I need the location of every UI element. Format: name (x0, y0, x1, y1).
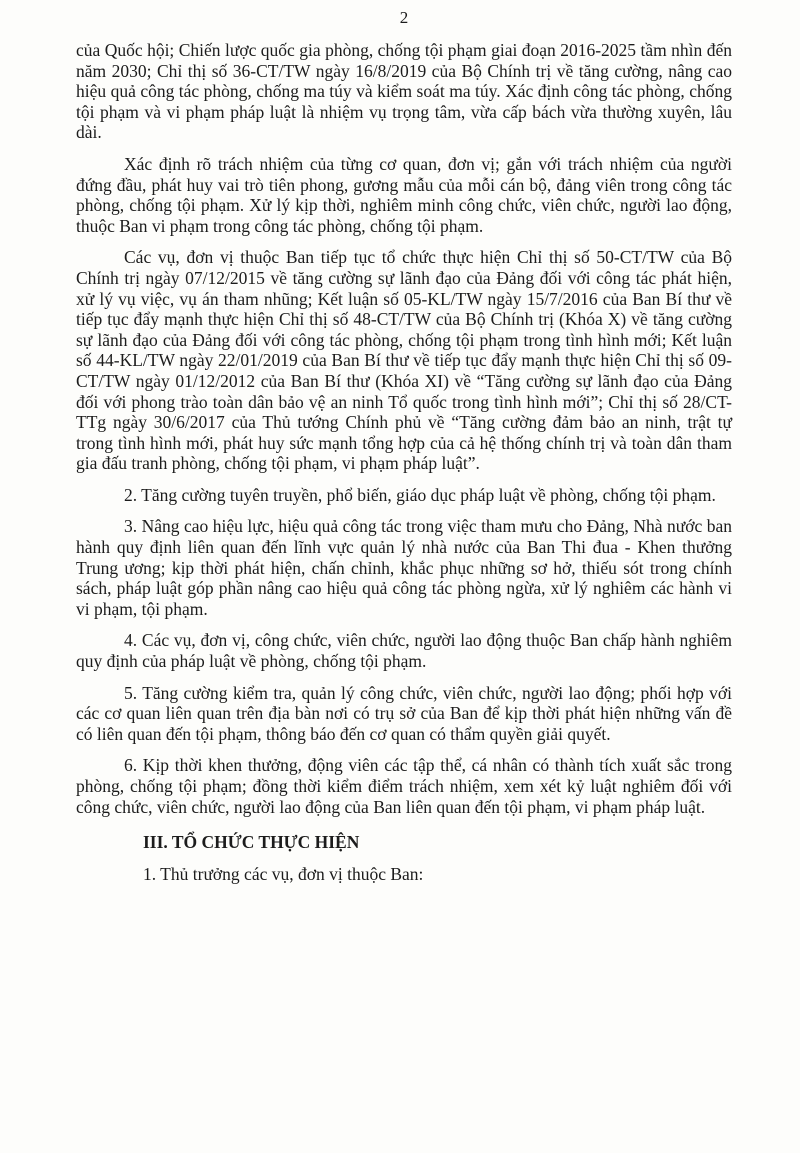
paragraph-item-4: 4. Các vụ, đơn vị, công chức, viên chức, người lao động thuộc Ban chấp hành nghiêm quy định của pháp luật về phòng, chống tội phạm. (76, 630, 732, 672)
subsection-title: 1. Thủ trưởng các vụ, đơn vị thuộc Ban: (143, 864, 424, 885)
paragraph-directives: Các vụ, đơn vị thuộc Ban tiếp tục tổ chức thực hiện Chỉ thị số 50-CT/TW của Bộ Chính trị ngày 07/12/2015 về tăng cường sự lãnh đạo của Đảng đối với công tác phát hiện, xử lý vụ việc, vụ án tham nhũng; Kết luận số 05-KL/TW ngày 15/7/2016 của Ban Bí thư về tiếp tục đẩy mạnh thực hiện Chỉ thị số 48-CT/TW của Bộ Chính trị (Khóa X) về tăng cường sự lãnh đạo của Đảng đối với công tác phòng, chống tội phạm trong tình hình mới; Kết luận số 44-KL/TW ngày 22/01/2019 của Ban Bí thư về tiếp tục đẩy mạnh thực hiện Chỉ thị số 09-CT/TW ngày 01/12/2012 của Ban Bí thư (Khóa XI) về “Tăng cường sự lãnh đạo của Đảng đối với phong trào toàn dân bảo vệ an ninh Tổ quốc trong tình hình mới”; Chỉ thị số 28/CT-TTg ngày 30/6/2017 của Thủ tướng Chính phủ về “Tăng cường đảm bảo an ninh, trật tự trong tình hình mới, phát huy sức mạnh tổng hợp của cả hệ thống chính trị và toàn dân tham gia đấu tranh phòng, chống tội phạm, vi phạm pháp luật”. (76, 247, 732, 474)
section-heading: III. TỔ CHỨC THỰC HIỆN (143, 832, 360, 853)
page-number: 2 (399, 8, 409, 27)
paragraph-item-5: 5. Tăng cường kiểm tra, quản lý công chức, viên chức, người lao động; phối hợp với các cơ quan liên quan trên địa bàn nơi có trụ sở của Ban để kịp thời phát hiện những vấn đề có liên quan đến tội phạm, thông báo đến cơ quan có thẩm quyền giải quyết. (76, 682, 732, 744)
paragraph-item-3: 3. Nâng cao hiệu lực, hiệu quả công tác trong việc tham mưu cho Đảng, Nhà nước ban hành quy định liên quan đến lĩnh vực quản lý nhà nước của Ban Thi đua - Khen thưởng Trung ương; kịp thời phát hiện, chấn chỉnh, khắc phục những sơ hở, thiếu sót trong chính sách, pháp luật góp phần nâng cao hiệu quả công tác phòng ngừa, xử lý nghiêm các hành vi vi phạm, tội phạm. (76, 516, 732, 619)
paragraph-continuation: của Quốc hội; Chiến lược quốc gia phòng, chống tội phạm giai đoạn 2016-2025 tầm nhìn đến năm 2030; Chỉ thị số 36-CT/TW ngày 16/8/2019 của Bộ Chính trị về tăng cường, nâng cao hiệu quả công tác phòng, chống ma túy và kiểm soát ma túy. Xác định công tác phòng, chống tội phạm và vi phạm pháp luật là nhiệm vụ trọng tâm, vừa cấp bách vừa thường xuyên, lâu dài. (76, 40, 732, 143)
paragraph-item-2: 2. Tăng cường tuyên truyền, phổ biến, giáo dục pháp luật về phòng, chống tội phạm. (124, 484, 716, 505)
paragraph-responsibility: Xác định rõ trách nhiệm của từng cơ quan, đơn vị; gắn với trách nhiệm của người đứng đầu, phát huy vai trò tiên phong, gương mẫu của mỗi cán bộ, đảng viên trong công tác phòng, chống tội phạm. Xử lý kịp thời, nghiêm minh công chức, viên chức, người lao động, thuộc Ban vi phạm trong công tác phòng, chống tội phạm. (76, 153, 732, 236)
paragraph-item-6: 6. Kịp thời khen thưởng, động viên các tập thể, cá nhân có thành tích xuất sắc trong phòng, chống tội phạm; đồng thời kiểm điểm trách nhiệm, xem xét kỷ luật nghiêm đối với công chức, viên chức, người lao động của Ban liên quan đến tội phạm, vi phạm pháp luật. (76, 755, 732, 817)
